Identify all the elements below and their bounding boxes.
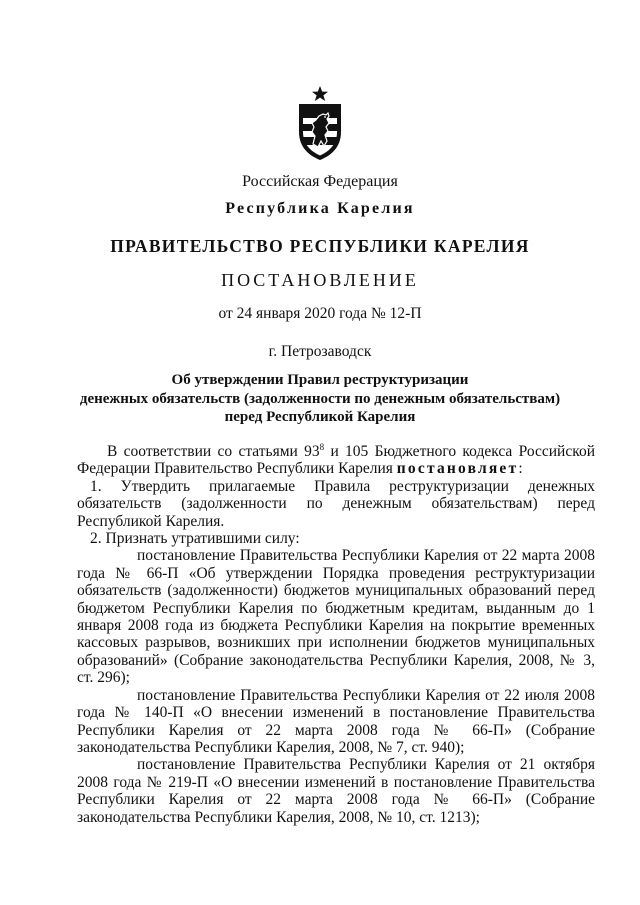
decree-verb: постановляет [396,460,519,478]
republic-name: Республика Карелия [225,200,415,217]
title-line: денежных обязательств (задолженности по денежным обязательствам) [79,390,561,407]
date-and-number: от 24 января 2020 года № 12-П [218,305,422,322]
item-1-paragraph: 1. Утвердить прилагаемые Правила реструктуризации денежных обязательств (задолженности по денежным обязательствам) перед Республикой Карелия. [77,477,595,530]
document-body [77,443,595,826]
document-type: ПОСТАНОВЛЕНИЕ [221,270,419,290]
preamble-text: В соответствии со статьями 93 [107,443,320,460]
title-line: Об утверждении Правил реструктуризации [171,372,469,388]
document-title [0,371,640,427]
article-superscript: 8 [319,442,325,452]
karelia-coat-of-arms-icon [297,86,343,160]
repealed-act-paragraph: постановление Правительства Республики Карелия от 21 октября 2008 года № 219-П «О внесении изменений в постановление Правительства Республики Карелия от 22 марта 2008 года № 66-П» (Собрание законодательства Республики Карелия, 2008, № 10, ст. 1213); [77,756,595,826]
repealed-act-paragraph: постановление Правительства Республики Карелия от 22 июля 2008 года № 140-П «О внесении изменений в постановление Правительства Республики Карелия от 22 марта 2008 года № 66-П» (Собрание законодательства Республики Карелия, 2008, № 7, ст. 940); [77,686,595,756]
repealed-act-paragraph: постановление Правительства Республики Карелия от 22 марта 2008 года № 66-П «Об утверждении Порядка проведения реструктуризации обязательств (задолженности) бюджетов муниципальных образований перед бюджетом Республики Карелия по бюджетным кредитам, выданным до 1 января 2008 года из бюджета Республики Карелия на покрытие временных кассовых разрывов, возникших при исполнении бюджетов муниципальных образований» (Собрание законодательства Республики Карелия, 2008, № 3, ст. 296); [77,547,595,687]
preamble-paragraph [77,443,595,478]
preamble-text: и 105 Бюджетного кодекса Российской Федерации Правительство Республики Карелия [77,443,595,478]
government-name: ПРАВИТЕЛЬСТВО РЕСПУБЛИКИ КАРЕЛИЯ [110,236,530,256]
federation-name: Российская Федерация [242,173,398,190]
title-line: перед Республикой Карелия [224,409,416,425]
preamble-text: : [518,460,523,478]
city: г. Петрозаводск [268,343,372,360]
item-2-paragraph: 2. Признать утратившими силу: [90,530,300,548]
